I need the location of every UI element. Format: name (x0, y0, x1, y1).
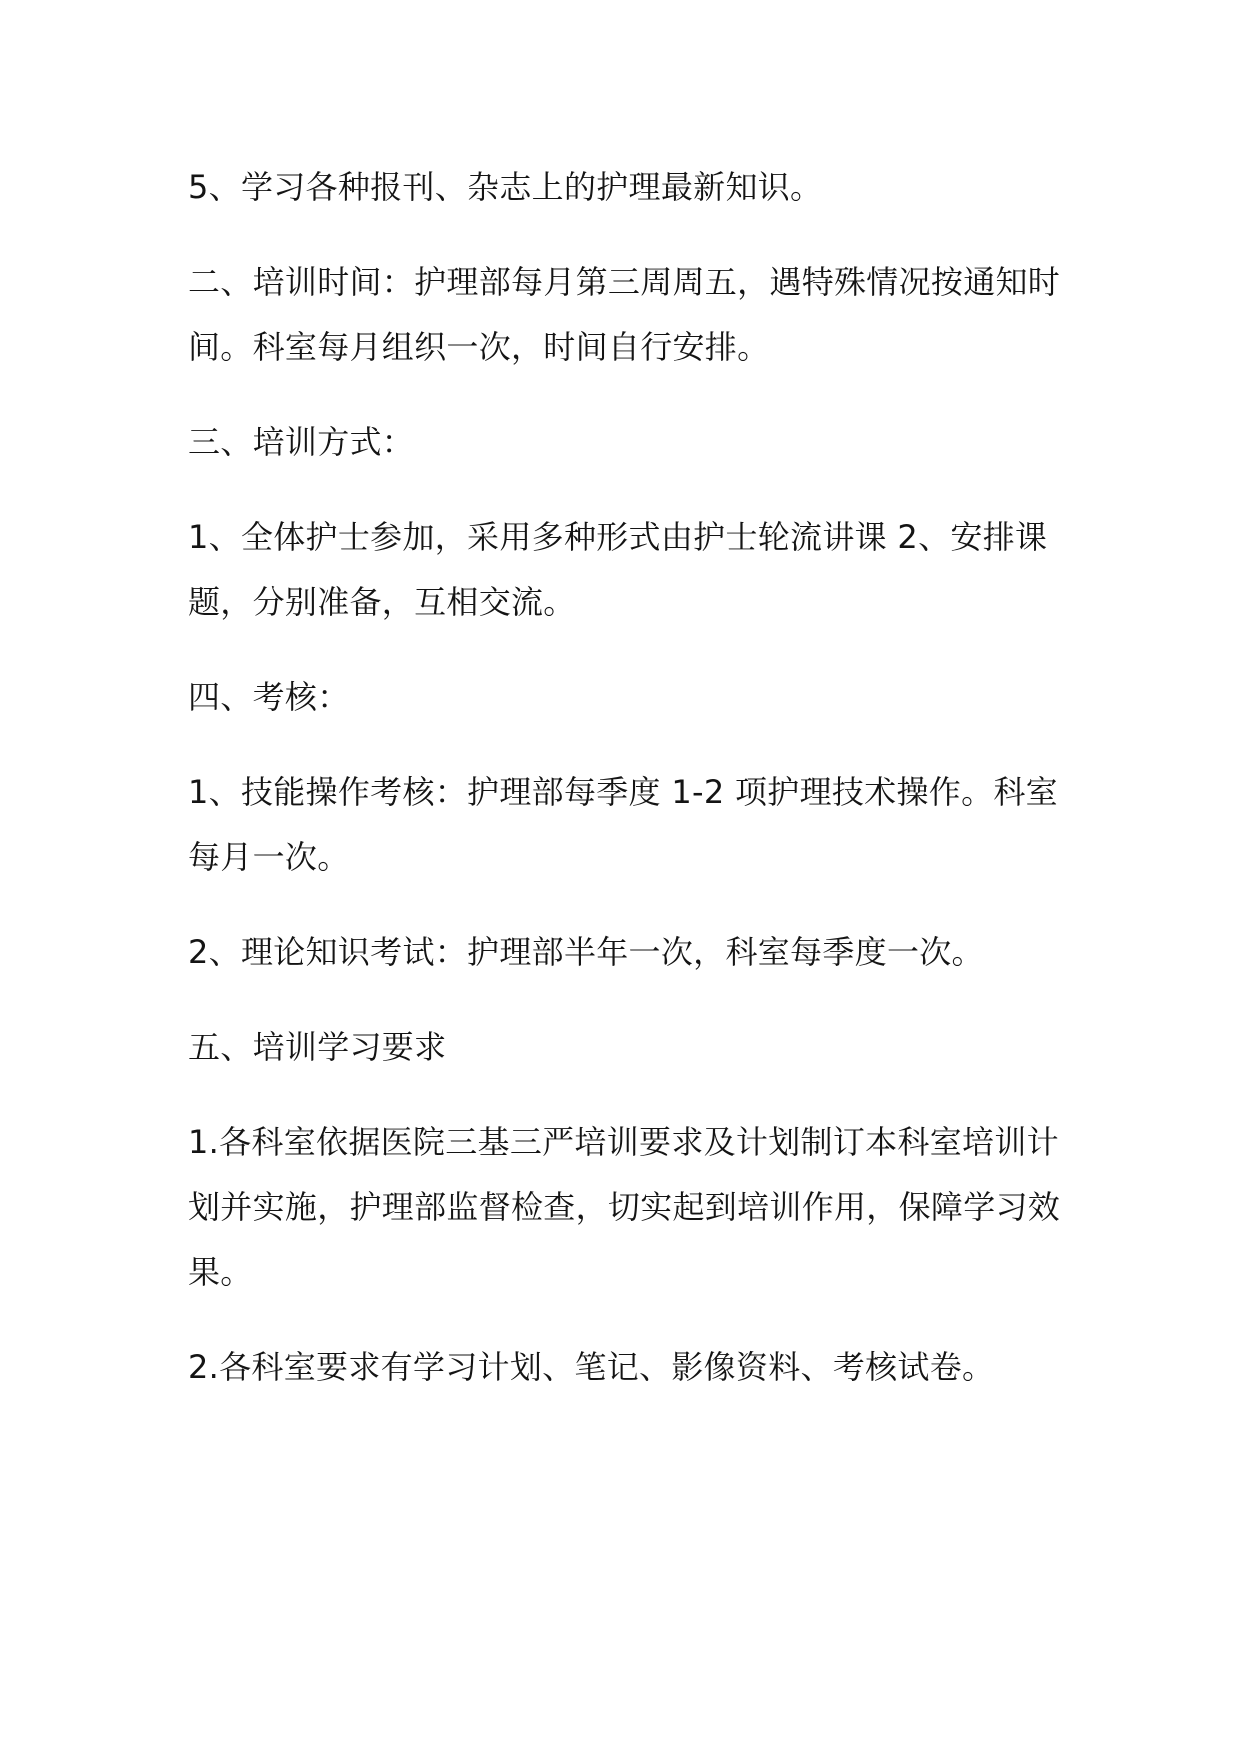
item-theory-exam: 2、理论知识考试：护理部半年一次，科室每季度一次。 (188, 933, 984, 971)
section-training-method-heading: 三、培训方式： (188, 423, 415, 461)
section-training-time: 二、培训时间：护理部每月第三周周五，遇特殊情况按通知时间。科室每月组织一次，时间自行安排。 (188, 263, 1061, 366)
item-requirement-2: 2.各科室要求有学习计划、笔记、影像资料、考核试卷。 (188, 1348, 995, 1386)
item-training-method-1: 1、全体护士参加，采用多种形式由护士轮流讲课 2、安排课题，分别准备，互相交流。 (188, 518, 1048, 621)
item-requirement-1: 1.各科室依据医院三基三严培训要求及计划制订本科室培训计划并实施，护理部监督检查，切实起到培训作用，保障学习效果。 (188, 1123, 1061, 1291)
section-assessment-heading: 四、考核： (188, 678, 350, 716)
item-study-latest-knowledge: 5、学习各种报刊、杂志上的护理最新知识。 (188, 168, 823, 206)
item-skill-assessment: 1、技能操作考核：护理部每季度 1-2 项护理技术操作。科室每月一次。 (188, 773, 1058, 876)
document-body (188, 155, 1063, 1430)
section-requirements-heading: 五、培训学习要求 (188, 1028, 447, 1066)
